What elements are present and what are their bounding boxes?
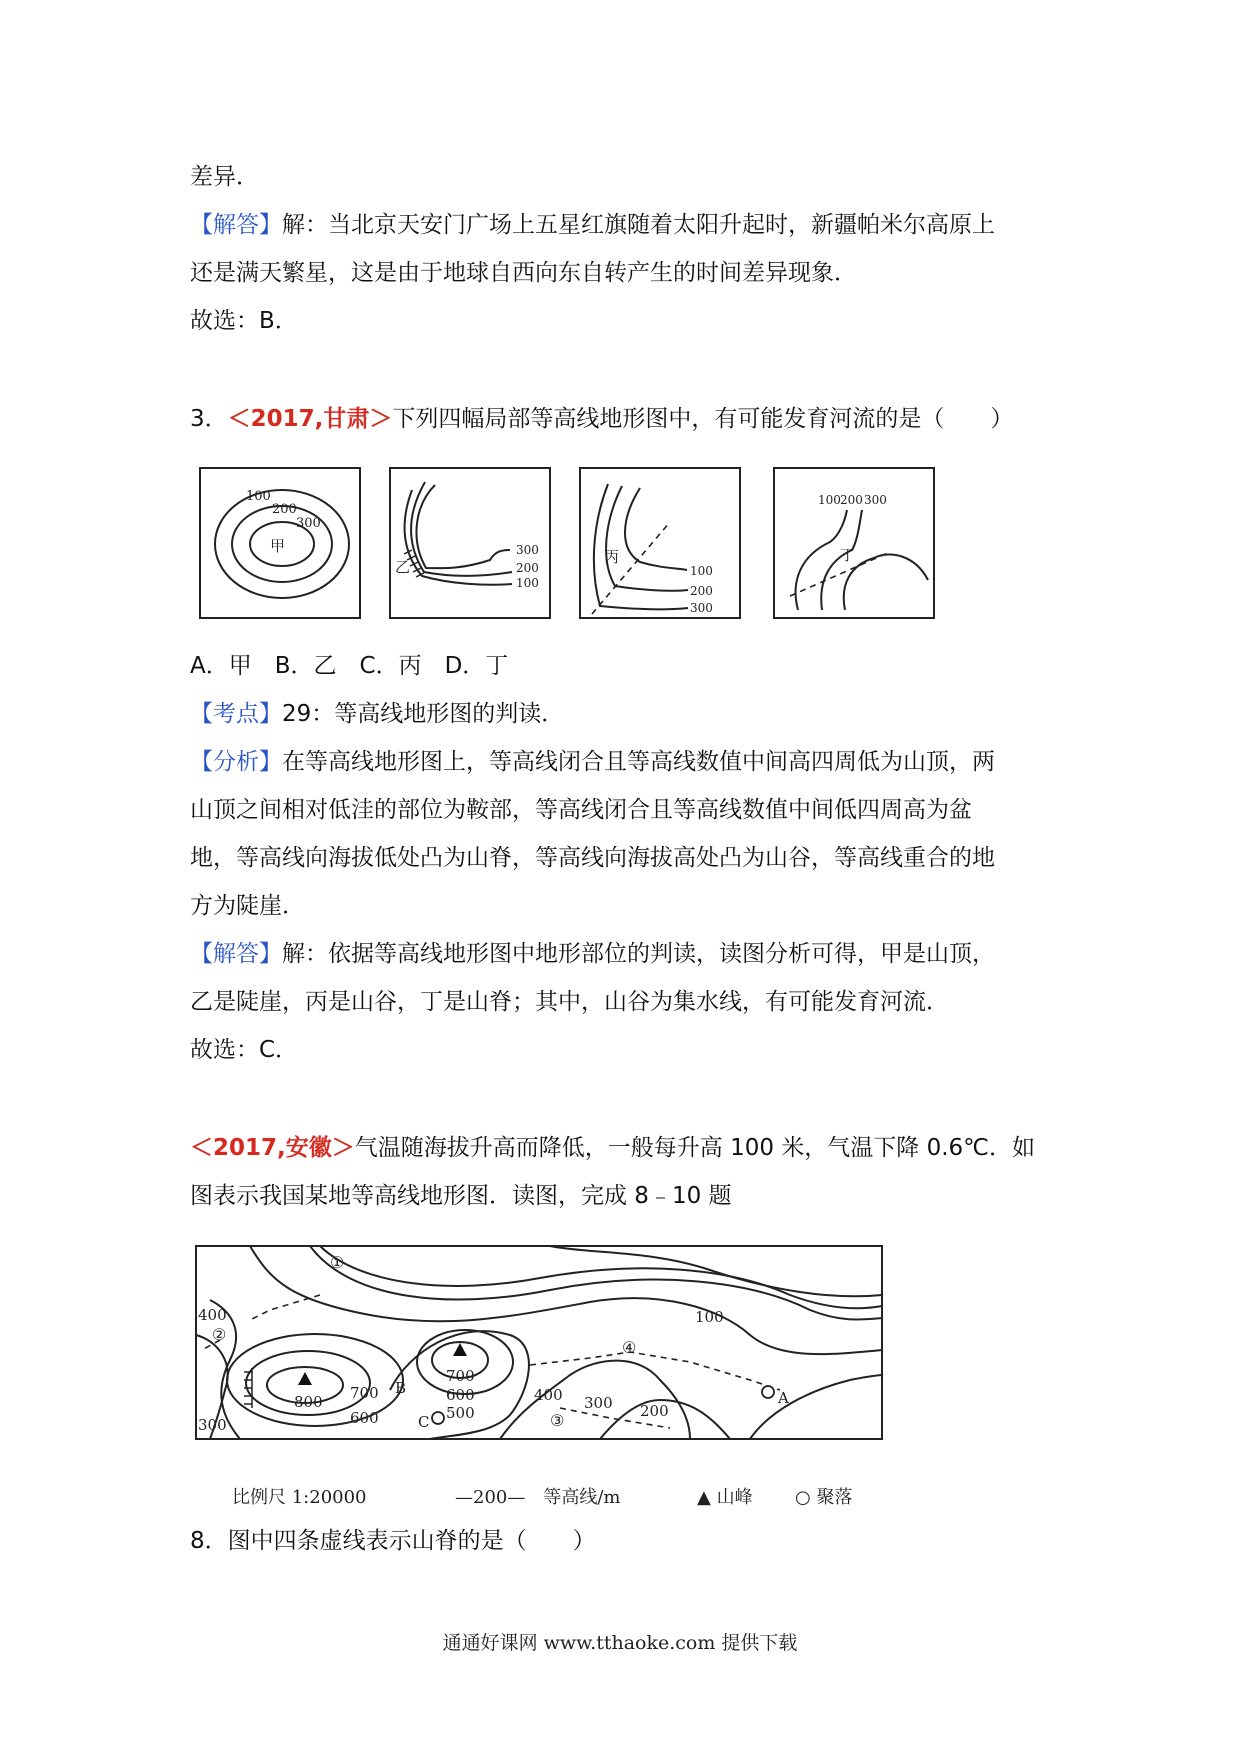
contour-label: 100 <box>695 1308 724 1326</box>
contour-label: 700 <box>350 1384 379 1402</box>
place-label: C <box>418 1413 430 1431</box>
peak-icon: ▲ <box>697 1487 711 1508</box>
legend-contour <box>455 1483 621 1509</box>
contour-label: 400 <box>198 1306 227 1324</box>
contour-label: 300 <box>864 493 887 507</box>
map-bing <box>580 468 740 618</box>
answer-tag: 【解答】 <box>190 212 282 238</box>
answer-block <box>190 208 995 242</box>
question-8-stem <box>190 1131 1035 1165</box>
page-footer: 通通好课网 www.tthaoke.com 提供下载 <box>442 1632 798 1654</box>
analysis-text-cont: 方为陡崖． <box>190 893 305 919</box>
contour-label: 200 <box>840 493 863 507</box>
map-name-jia: 甲 <box>270 537 286 555</box>
contour-label: 200 <box>640 1402 669 1420</box>
contour-label: 100 <box>690 564 713 578</box>
analysis-block <box>190 745 995 779</box>
contour-label: 300 <box>296 516 321 531</box>
contour-label: 300 <box>584 1394 613 1412</box>
question-source: ＜2017,安徽＞ <box>190 1135 355 1161</box>
answer-block <box>190 937 995 971</box>
contour-label: 200 <box>516 561 539 575</box>
legend-village <box>795 1483 852 1509</box>
analysis-text: 在等高线地形图上，等高线闭合且等高线数值中间高四周低为山顶，两 <box>282 749 995 775</box>
question-text: 下列四幅局部等高线地形图中，有可能发育河流的是（ ） <box>392 406 1014 432</box>
map-name-ding: 丁 <box>840 546 856 564</box>
choice-text: 故选：B． <box>190 308 298 334</box>
village-icon: ○ <box>795 1487 811 1508</box>
map-name-yi: 乙 <box>395 558 411 576</box>
contour-label: 100 <box>818 493 841 507</box>
question-source: ＜2017,甘肃＞ <box>227 406 393 432</box>
legend-peak-text: 山峰 <box>716 1487 753 1508</box>
map-jia <box>200 468 360 618</box>
contour-line-symbol: — <box>507 1487 544 1508</box>
map-ding <box>774 468 934 618</box>
contour-label: 600 <box>350 1409 379 1427</box>
point-block <box>190 697 564 731</box>
contour-label: 100 <box>516 576 539 590</box>
ridge-label: ① <box>330 1253 345 1272</box>
contour-label: 300 <box>690 601 713 615</box>
contour-maps-q3 <box>190 460 950 630</box>
question-8: 8．图中四条虚线表示山脊的是（ ） <box>190 1528 596 1554</box>
contour-label: 300 <box>198 1416 227 1434</box>
ridge-label: ④ <box>622 1338 637 1357</box>
contour-line-symbol: — <box>455 1487 473 1508</box>
choice-text: 故选：C． <box>190 1037 299 1063</box>
legend-scale: 比例尺 1:20000 <box>232 1487 367 1508</box>
analysis-text-cont: 山顶之间相对低洼的部位为鞍部，等高线闭合且等高线数值中间低四周高为盆 <box>190 797 972 823</box>
question-number: 3． <box>190 406 228 432</box>
contour-label: 500 <box>446 1404 475 1422</box>
answer-text-cont: 还是满天繁星，这是由于地球自西向东自转产生的时间差异现象． <box>190 260 857 286</box>
contour-label: 600 <box>446 1386 475 1404</box>
answer-text: 解：依据等高线地形图中地形部位的判读，读图分析可得，甲是山顶， <box>282 941 995 967</box>
analysis-tag: 【分析】 <box>190 749 282 775</box>
contour-label: 800 <box>294 1393 323 1411</box>
analysis-text-cont: 地，等高线向海拔低处凸为山脊，等高线向海拔高处凸为山谷，等高线重合的地 <box>190 845 995 871</box>
legend-village-text: 聚落 <box>816 1487 853 1508</box>
place-label: A <box>778 1389 789 1407</box>
contour-label: 200 <box>690 584 713 598</box>
point-text: 29：等高线地形图的判读． <box>282 701 565 727</box>
legend-contour-text: 等高线/m <box>543 1487 621 1508</box>
contour-label: 100 <box>246 489 271 504</box>
answer-text-cont: 乙是陡崖，丙是山谷，丁是山脊；其中，山谷为集水线，有可能发育河流． <box>190 989 949 1015</box>
answer-text: 解：当北京天安门广场上五星红旗随着太阳升起时，新疆帕米尔高原上 <box>282 212 995 238</box>
question-3-stem <box>190 402 1013 436</box>
legend-peak <box>697 1483 753 1509</box>
text-line: 差异． <box>190 164 259 190</box>
contour-label: 700 <box>446 1367 475 1385</box>
map-yi <box>390 468 550 618</box>
question-text: 气温随海拔升高而降低，一般每升高 100 米，气温下降 0.6℃．如 <box>354 1135 1036 1161</box>
legend-contour-value: 200 <box>473 1487 508 1508</box>
answer-tag: 【解答】 <box>190 941 282 967</box>
contour-map-q8 <box>190 1240 890 1445</box>
contour-label: 200 <box>272 502 297 517</box>
contour-label: 400 <box>534 1386 563 1404</box>
ridge-label: ③ <box>550 1411 565 1430</box>
ridge-label: ② <box>212 1325 227 1344</box>
point-tag: 【考点】 <box>190 701 282 727</box>
map-name-bing: 丙 <box>604 548 620 566</box>
contour-label: 300 <box>516 543 539 557</box>
question-text-cont: 图表示我国某地等高线地形图．读图，完成 8﹣10 题 <box>190 1183 732 1209</box>
place-label: B <box>395 1379 407 1397</box>
answer-options: A．甲 B．乙 C．丙 D．丁 <box>190 653 509 679</box>
